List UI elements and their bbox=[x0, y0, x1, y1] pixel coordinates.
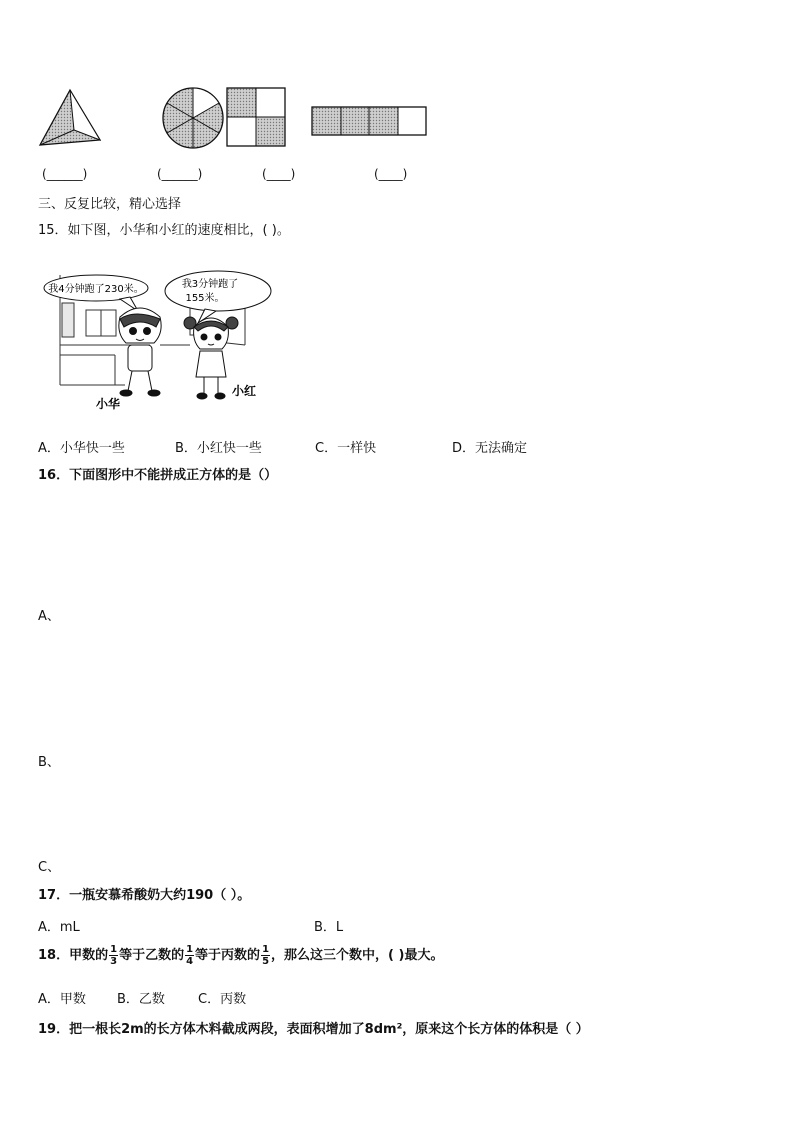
question-15-stem: 15．如下图，小华和小红的速度相比，( )。 bbox=[38, 223, 290, 238]
bubble-right-line2: 155米。 bbox=[185, 293, 225, 304]
question-18-stem bbox=[38, 944, 443, 967]
girl-figure bbox=[184, 317, 238, 399]
q18-option-a[interactable]: A．甲数 bbox=[38, 992, 86, 1007]
q18-option-b[interactable]: B．乙数 bbox=[117, 992, 165, 1007]
section-title: 三、反复比较，精心选择 bbox=[38, 197, 182, 212]
q15-illustration bbox=[40, 265, 290, 415]
q18-option-c[interactable]: C．丙数 bbox=[198, 992, 247, 1007]
q16-option-b[interactable]: B、 bbox=[38, 755, 60, 770]
triangle-shape bbox=[40, 90, 100, 145]
q17-option-b[interactable]: B．L bbox=[314, 920, 344, 935]
fraction-shapes-figure bbox=[30, 80, 450, 160]
figure-blank-3[interactable]: (____) bbox=[262, 167, 296, 181]
q15-option-b[interactable]: B．小红快一些 bbox=[175, 441, 262, 456]
question-19-stem: 19．把一根长2m的长方体木料截成两段，表面积增加了8dm²，原来这个长方体的体积是（ ） bbox=[38, 1022, 589, 1037]
q18-prefix: 18．甲数的 bbox=[38, 948, 109, 963]
square-shape bbox=[227, 88, 285, 146]
q16-option-c[interactable]: C、 bbox=[38, 860, 61, 875]
q17-option-a[interactable]: A．mL bbox=[38, 920, 80, 935]
rectangle-strip-shape bbox=[312, 107, 426, 135]
figure-blank-2[interactable]: (______) bbox=[157, 167, 203, 181]
name-left: 小华 bbox=[96, 397, 121, 411]
q15-option-d[interactable]: D．无法确定 bbox=[452, 441, 528, 456]
question-17-stem: 17．一瓶安慕希酸奶大约190（ ）。 bbox=[38, 888, 251, 903]
q15-option-a[interactable]: A．小华快一些 bbox=[38, 441, 125, 456]
q15-option-c[interactable]: C．一样快 bbox=[315, 441, 377, 456]
q18-mid1: 等于乙数的 bbox=[119, 948, 185, 963]
q16-option-a[interactable]: A、 bbox=[38, 609, 60, 624]
fraction-1-4: $\frac{1}{4}$ bbox=[186, 944, 194, 967]
q18-mid2: 等于丙数的 bbox=[195, 948, 261, 963]
fraction-1-5: $\frac{1}{5}$ bbox=[262, 944, 270, 967]
circle-shape bbox=[163, 88, 223, 148]
boy-figure bbox=[119, 308, 161, 396]
question-16-stem: 16．下面图形中不能拼成正方体的是（） bbox=[38, 468, 278, 483]
bubble-right-line1: 我3分钟跑了 bbox=[181, 279, 239, 290]
bubble-left-text: 我4分钟跑了230米。 bbox=[48, 284, 144, 295]
q18-suffix: ，那么这三个数中，( )最大。 bbox=[271, 948, 444, 963]
name-right: 小红 bbox=[232, 384, 257, 398]
figure-blank-4[interactable]: (____) bbox=[374, 167, 408, 181]
fraction-1-3: $\frac{1}{3}$ bbox=[110, 944, 118, 967]
figure-blank-1[interactable]: (______) bbox=[42, 167, 88, 181]
